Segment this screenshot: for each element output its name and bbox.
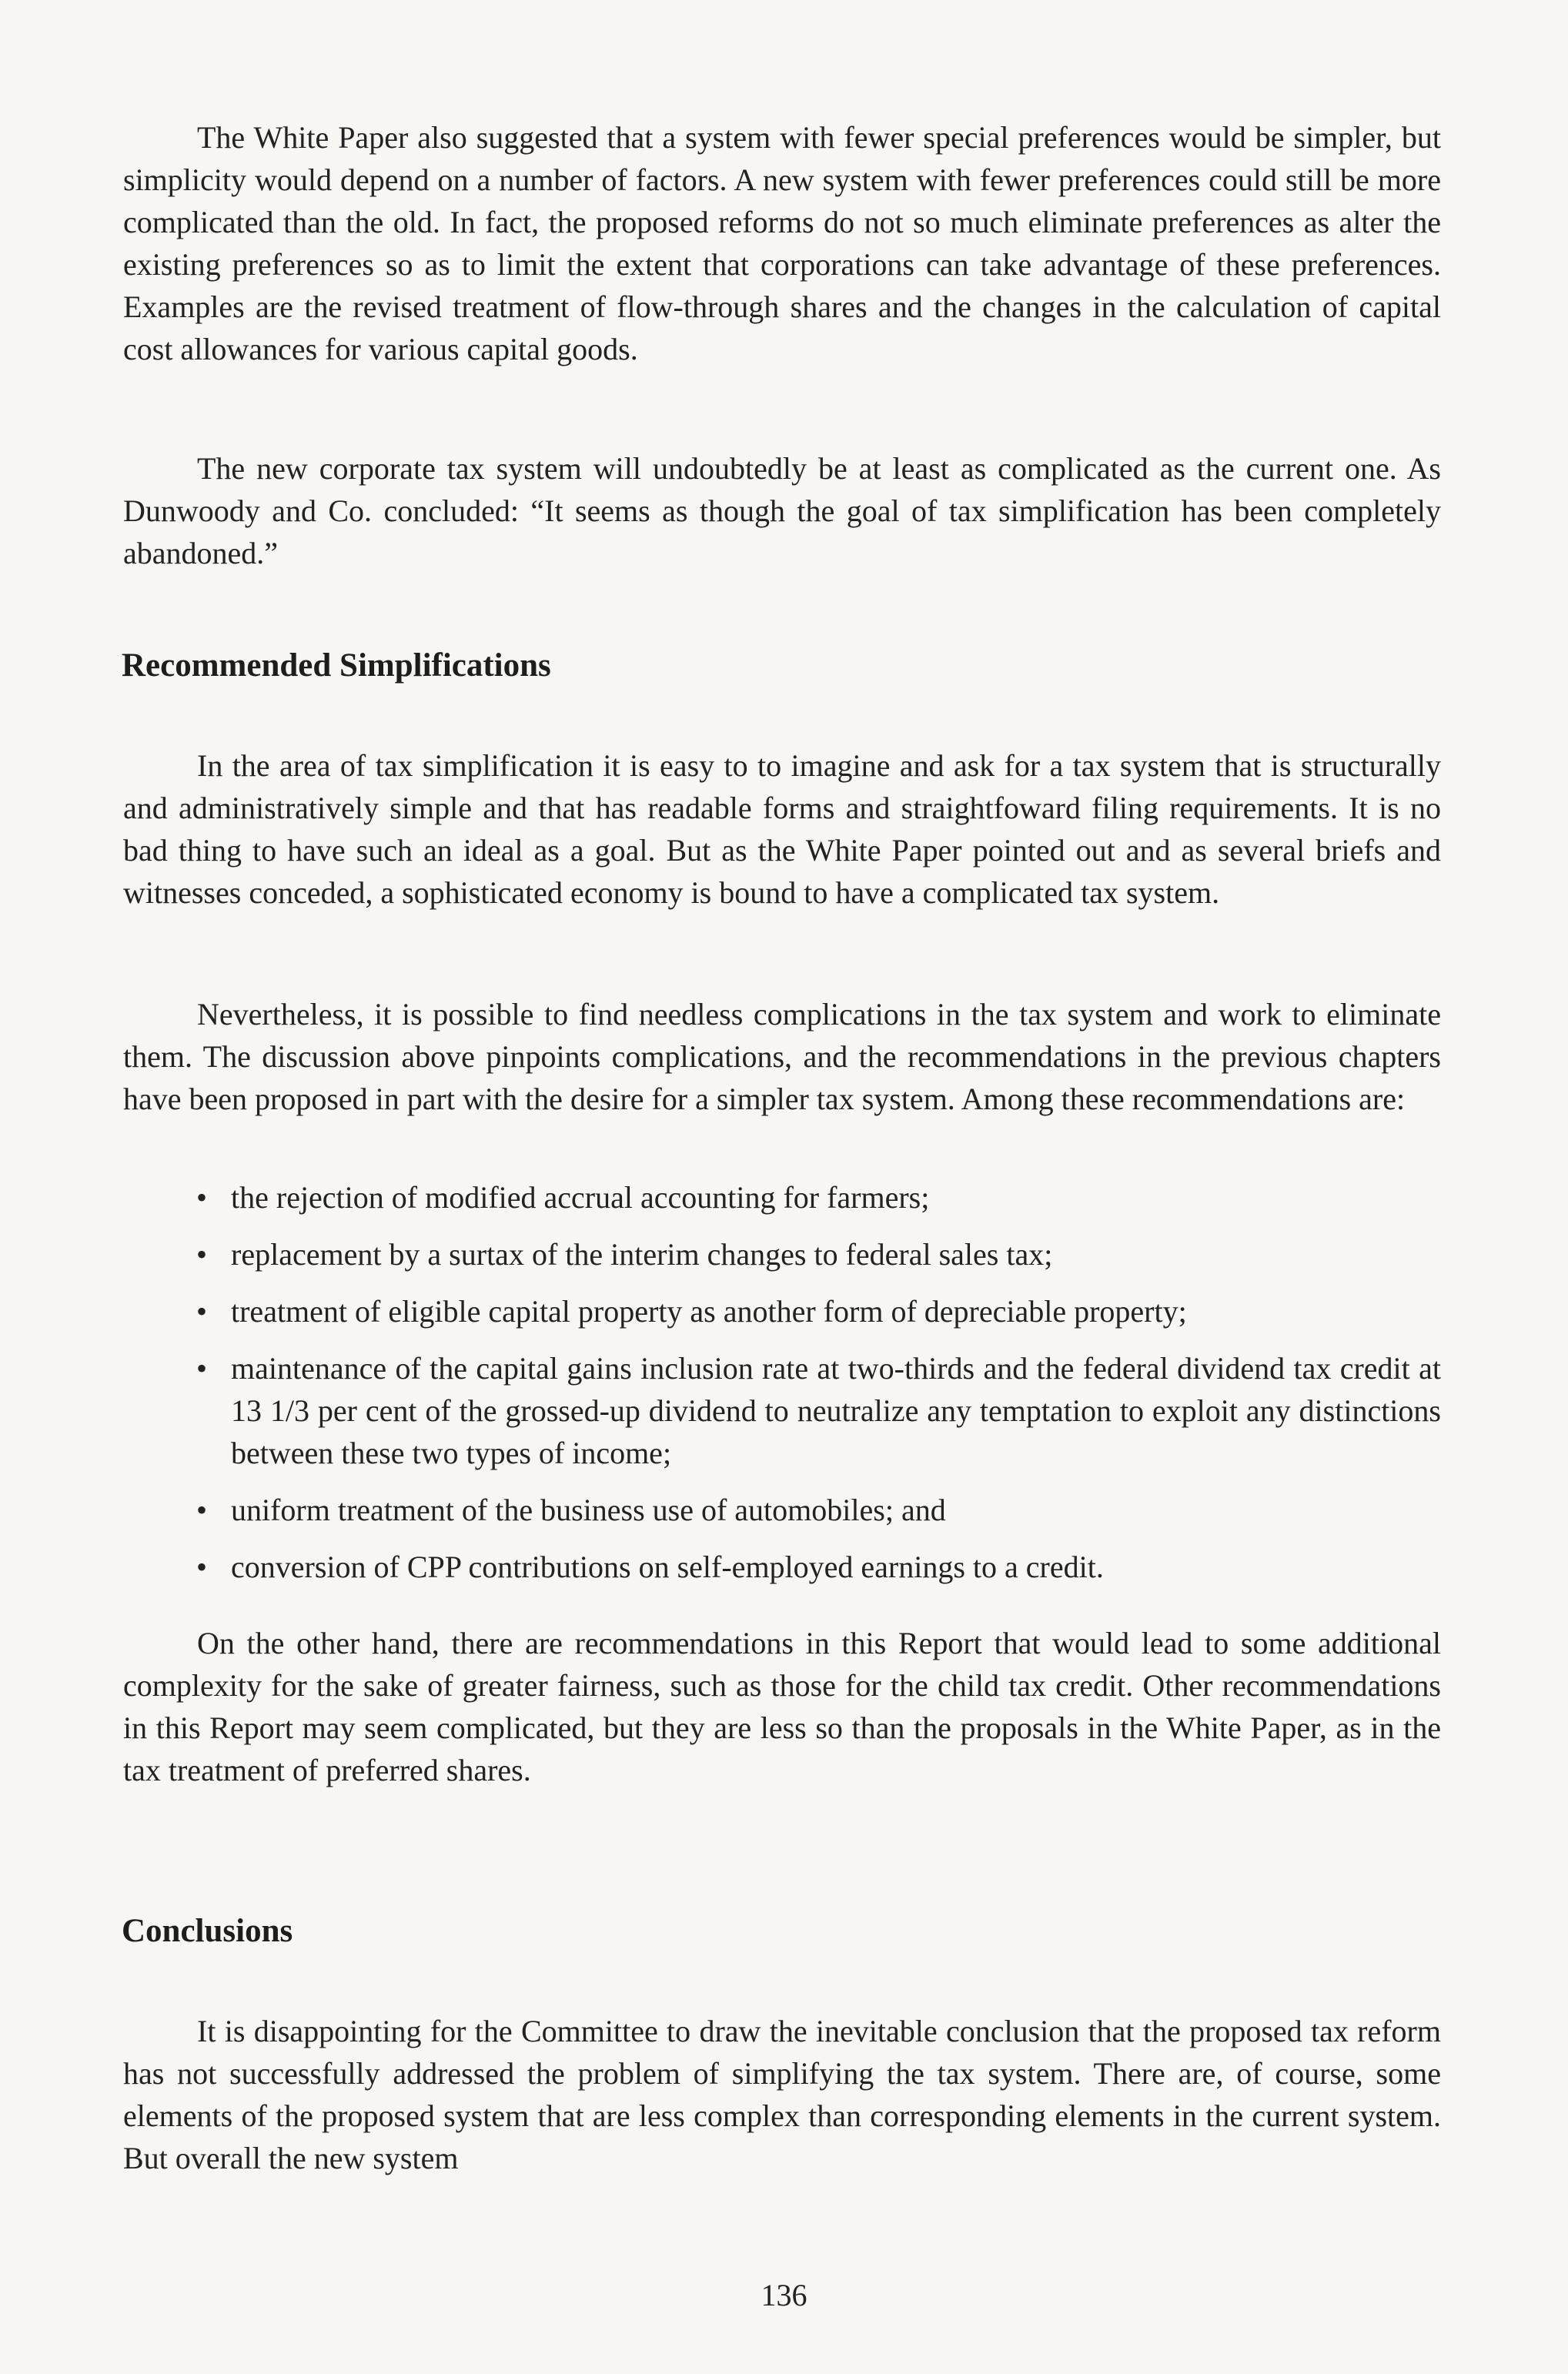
bullet-icon: • [196, 1237, 208, 1272]
heading-conclusions: Conclusions [122, 1913, 293, 1949]
list-item-text: conversion of CPP contributions on self-employed earnings to a credit. [231, 1550, 1104, 1584]
list-item-text: replacement by a surtax of the interim changes to federal sales tax; [231, 1237, 1053, 1272]
bullet-icon: • [196, 1294, 208, 1329]
list-item [196, 1489, 1441, 1531]
list-item [196, 1546, 1441, 1588]
bullet-icon: • [196, 1550, 208, 1584]
paragraph-tax-simplification-ideal: In the area of tax simplification it is easy to to imagine and ask for a tax system that is structurally and administratively simple and that has readable forms and straightfoward filing requirements. It is no bad thing to have such an ideal as a goal. But as the White Paper pointed out and as several briefs and witnesses conceded, a sophisticated economy is bound to have a complicated tax system. [123, 748, 1441, 910]
list-item-text: maintenance of the capital gains inclusion rate at two-thirds and the federal dividend tax credit at 13 1/3 per cent of the grossed-up dividend to neutralize any temptation to exploit any distinctions between these two types of income; [231, 1351, 1441, 1470]
list-item [196, 1233, 1441, 1276]
list-item-text: the rejection of modified accrual accounting for farmers; [231, 1180, 930, 1215]
list-item [196, 1290, 1441, 1332]
paragraph-white-paper-preferences: The White Paper also suggested that a system with fewer special preferences would be simpler, but simplicity would depend on a number of factors. A new system with fewer preferences could still be more complicated than the old. In fact, the proposed reforms do not so much eliminate preferences as alter the existing preferences so as to limit the extent that corporations can take advantage of these preferences. Examples are the revised treatment of flow-through shares and the changes in the calculation of capital cost allowances for various capital goods. [123, 120, 1441, 366]
bullet-icon: • [196, 1180, 208, 1215]
paragraph-needless-complications: Nevertheless, it is possible to find needless complications in the tax system and work to eliminate them. The discussion above pinpoints complications, and the recommendations in the previous chapters have been proposed in part with the desire for a simpler tax system. Among these recommendations are: [123, 997, 1441, 1116]
paragraph-conclusion: It is disappointing for the Committee to draw the inevitable conclusion that the proposed tax reform has not successfully addressed the problem of simplifying the tax system. There are, of course, some elements of the proposed system that are less complex than corresponding elements in the current system. But overall the new system [123, 2014, 1441, 2175]
bullet-icon: • [196, 1351, 208, 1386]
list-item-text: treatment of eligible capital property as another form of depreciable property; [231, 1294, 1187, 1329]
list-item-text: uniform treatment of the business use of automobiles; and [231, 1493, 946, 1527]
list-item [196, 1347, 1441, 1474]
list-item [196, 1176, 1441, 1219]
paragraph-corporate-tax-complexity: The new corporate tax system will undoubtedly be at least as complicated as the current one. As Dunwoody and Co. concluded: “It seems as though the goal of tax simplification has been completely abandoned.” [123, 451, 1441, 570]
paragraph-additional-complexity: On the other hand, there are recommendations in this Report that would lead to some additional complexity for the sake of greater fairness, such as those for the child tax credit. Other recommendations in this Report may seem complicated, but they are less so than the proposals in the White Paper, as in the tax treatment of preferred shares. [123, 1626, 1441, 1787]
recommendations-list [196, 1176, 1441, 1603]
page-number: 136 [761, 2278, 807, 2312]
bullet-icon: • [196, 1493, 208, 1527]
heading-recommended-simplifications: Recommended Simplifications [122, 647, 551, 684]
